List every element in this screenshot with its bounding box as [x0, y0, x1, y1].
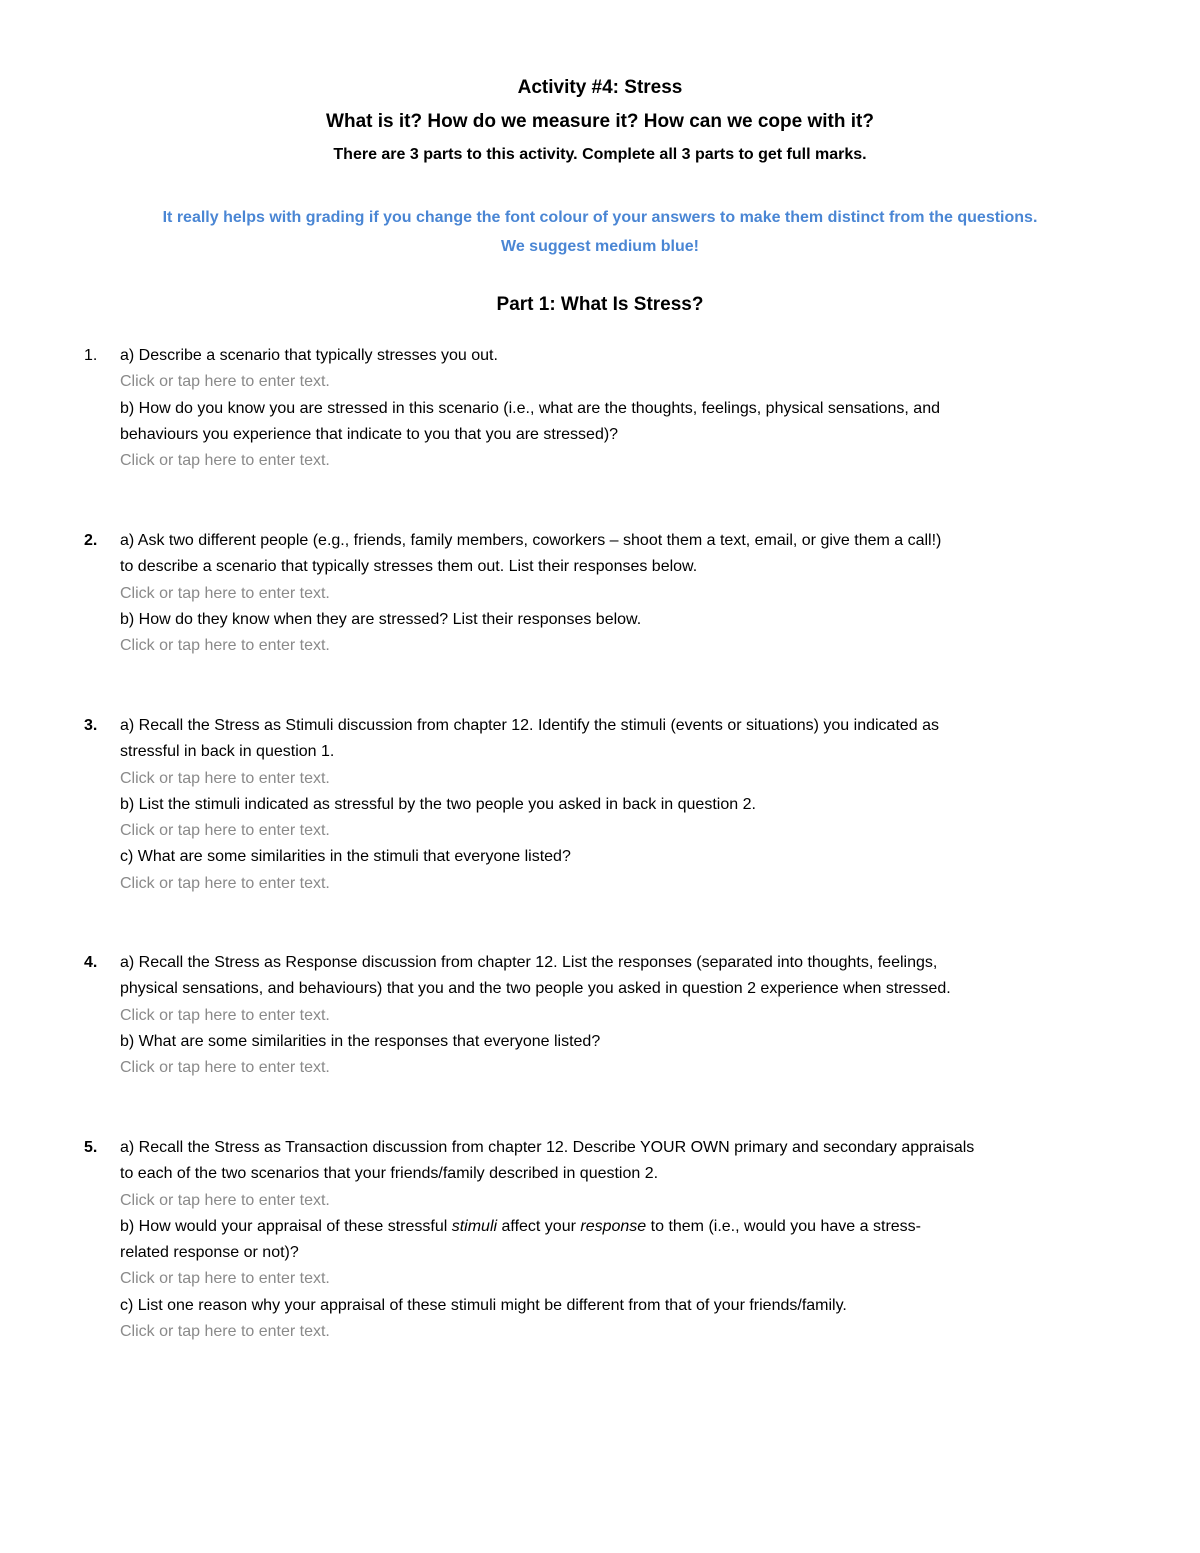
question-1b-line-2: behaviours you experience that indicate to you that you are stressed)?	[120, 425, 619, 443]
grading-note-line-1: It really helps with grading if you change the font colour of your answers to make them distinct from the questions.	[162, 209, 1038, 226]
question-3	[84, 713, 1164, 897]
question-2a-line-2: to describe a scenario that typically stresses them out. List their responses below.	[120, 558, 698, 576]
question-2a-line-1: a) Ask two different people (e.g., friends, family members, coworkers – shoot them a text, email, or give them a call!)	[120, 532, 942, 549]
instructions-text: There are 3 parts to this activity. Complete all 3 parts to get full marks.	[333, 146, 867, 163]
question-number: 4.	[84, 954, 98, 971]
question-4	[84, 950, 1164, 1081]
question-3a-line-2: stressful in back in question 1.	[120, 743, 335, 761]
answer-4b-field[interactable]: Click or tap here to enter text.	[120, 1059, 330, 1077]
answer-4a-field[interactable]: Click or tap here to enter text.	[120, 1006, 330, 1024]
question-number: 2.	[84, 532, 98, 549]
answer-2a-field[interactable]: Click or tap here to enter text.	[120, 584, 330, 602]
question-number: 3.	[84, 717, 98, 734]
question-2	[84, 528, 1164, 659]
answer-5a-field[interactable]: Click or tap here to enter text.	[120, 1191, 330, 1209]
answer-3a-field[interactable]: Click or tap here to enter text.	[120, 769, 330, 787]
question-5b-line-1	[120, 1214, 1164, 1240]
answer-1b-field[interactable]: Click or tap here to enter text.	[120, 452, 330, 470]
answer-3b-field[interactable]: Click or tap here to enter text.	[120, 822, 330, 840]
question-3a-line-1: a) Recall the Stress as Stimuli discussion from chapter 12. Identify the stimuli (events or situations) you indicated as	[120, 717, 940, 734]
question-5b-text-end: to them (i.e., would you have a stress-	[646, 1217, 921, 1235]
question-5b-emphasis-response: response	[580, 1217, 647, 1235]
question-5b-emphasis-stimuli: stimuli	[451, 1217, 498, 1235]
question-3c: c) What are some similarities in the stimuli that everyone listed?	[120, 848, 571, 866]
question-number: 1.	[84, 347, 98, 364]
question-number: 5.	[84, 1139, 98, 1156]
answer-1a-field[interactable]: Click or tap here to enter text.	[120, 373, 330, 391]
question-2b: b) How do they know when they are stressed? List their responses below.	[120, 610, 642, 628]
question-5	[84, 1135, 1164, 1345]
answer-5c-field[interactable]: Click or tap here to enter text.	[120, 1323, 330, 1341]
question-5a-line-2: to each of the two scenarios that your friends/family described in question 2.	[120, 1165, 659, 1183]
part-1-heading: Part 1: What Is Stress?	[496, 294, 704, 315]
question-5c: c) List one reason why your appraisal of these stimuli might be different from that of your friends/family.	[120, 1296, 847, 1314]
document-title: Activity #4: Stress	[517, 77, 683, 98]
grading-note-line-2: We suggest medium blue!	[501, 238, 699, 255]
answer-5b-field[interactable]: Click or tap here to enter text.	[120, 1270, 330, 1288]
question-4a-line-2: physical sensations, and behaviours) that you and the two people you asked in question 2 experience when stressed.	[120, 980, 951, 998]
question-5a-line-1: a) Recall the Stress as Transaction discussion from chapter 12. Describe YOUR OWN primary and secondary appraisals	[120, 1139, 975, 1156]
grading-note	[0, 203, 1200, 261]
question-4b: b) What are some similarities in the responses that everyone listed?	[120, 1032, 601, 1050]
question-5b-line-2: related response or not)?	[120, 1244, 299, 1262]
question-5b-text-middle: affect your	[497, 1217, 581, 1235]
document-subtitle: What is it? How do we measure it? How can we cope with it?	[326, 111, 874, 132]
question-4a-line-1: a) Recall the Stress as Response discussion from chapter 12. List the responses (separated into thoughts, feelings,	[120, 954, 938, 971]
question-1a: a) Describe a scenario that typically stresses you out.	[120, 347, 498, 364]
question-5b-text-start: b) How would your appraisal of these stressful	[120, 1217, 452, 1235]
question-3b: b) List the stimuli indicated as stressful by the two people you asked in back in question 2.	[120, 795, 756, 813]
answer-3c-field[interactable]: Click or tap here to enter text.	[120, 874, 330, 892]
question-1b-line-1: b) How do you know you are stressed in this scenario (i.e., what are the thoughts, feelings, physical sensations, and	[120, 399, 940, 417]
question-1	[84, 343, 1164, 474]
answer-2b-field[interactable]: Click or tap here to enter text.	[120, 637, 330, 655]
